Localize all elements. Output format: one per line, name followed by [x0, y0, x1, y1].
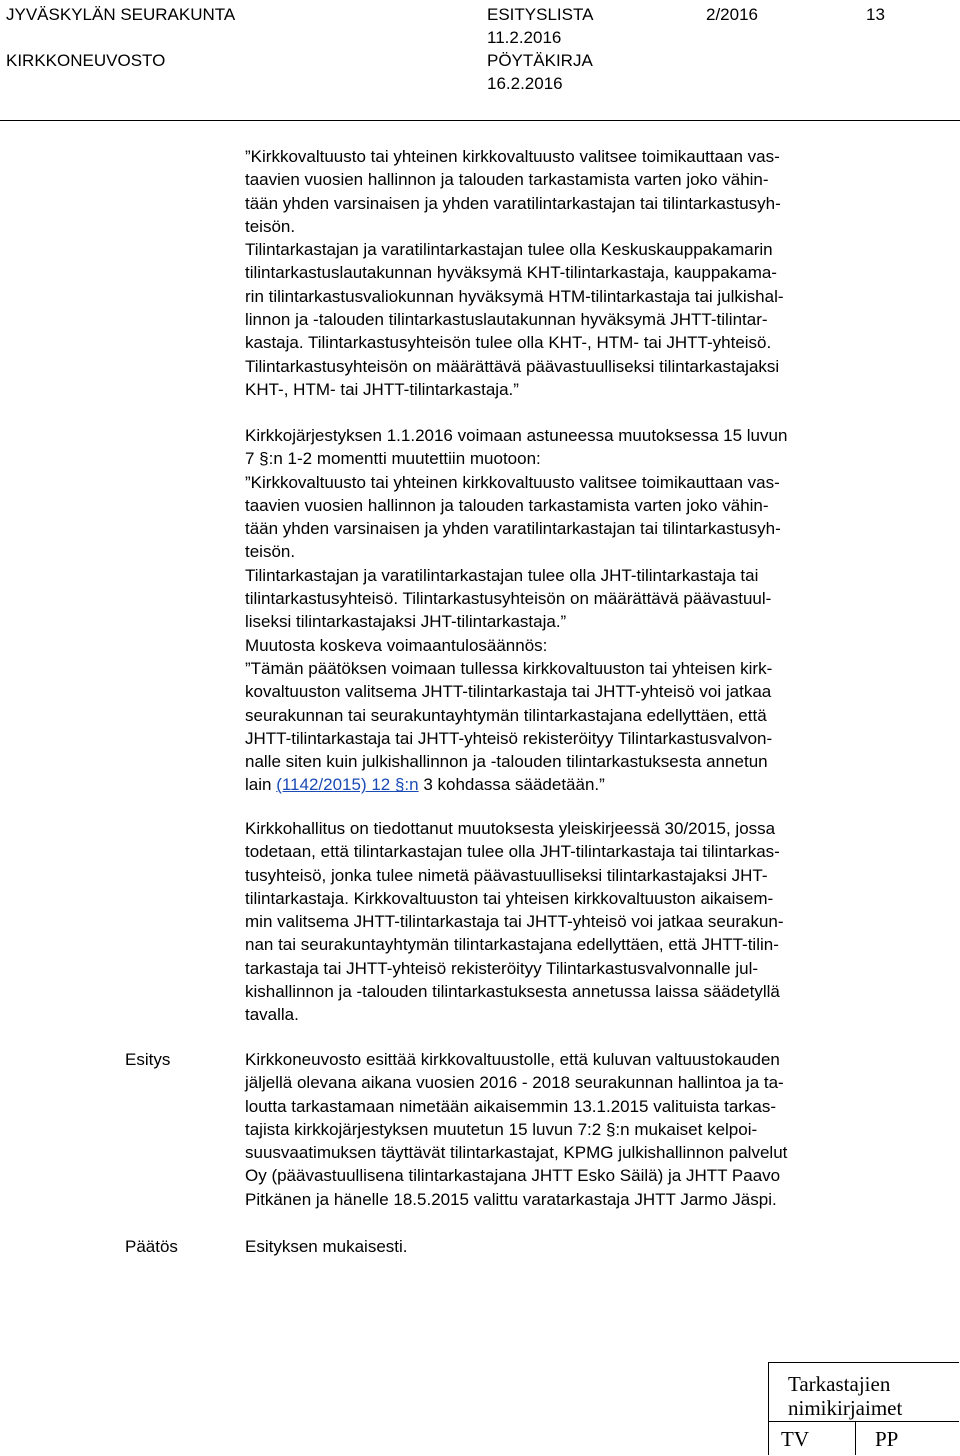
- text-line: tilintarkastusyhteisö. Tilintarkastusyhteisön on määrättävä päävastuul-: [245, 589, 772, 609]
- text-line: Tilintarkastajan ja varatilintarkastajan tulee olla Keskuskauppakamarin: [245, 240, 773, 260]
- church-order-amendment: [245, 424, 895, 797]
- page-number: 13: [866, 5, 885, 24]
- paatos-label: Päätös: [125, 1237, 178, 1256]
- signature-title: Tarkastajien: [788, 1372, 891, 1396]
- text-line: tilintarkastuslautakunnan hyväksymä KHT-tilintarkastaja, kauppakama-: [245, 263, 777, 283]
- text-line: tilintarkastaja. Kirkkovaltuuston tai yhteisen kirkkovaltuuston aikaisem-: [245, 888, 774, 908]
- church-council-circular: [245, 817, 895, 1027]
- text-line: Kirkkoneuvosto esittää kirkkovaltuustolle, että kuluvan valtuustokauden: [245, 1050, 780, 1069]
- block1-paragraph: [245, 145, 895, 401]
- text-line: tään yhden varsinaisen ja yhden varatilintarkastajan tai tilintarkastusyh-: [245, 519, 781, 539]
- esitys-label: Esitys: [125, 1050, 171, 1069]
- text-line: suusvaatimuksen täyttävät tilintarkastajat, KPMG julkishallinnon palvelut: [245, 1143, 788, 1163]
- text-line: kovaltuuston valitsema JHTT-tilintarkastaja tai JHTT-yhteisö voi jatkaa: [245, 682, 772, 702]
- quoted-old-rule: [245, 145, 895, 401]
- text-line: tavalla.: [245, 1005, 299, 1025]
- organization-name: JYVÄSKYLÄN SEURAKUNTA: [6, 5, 236, 24]
- poytakirja-label: PÖYTÄKIRJA: [487, 51, 593, 70]
- text-line: tajista kirkkojärjestyksen muutetun 15 luvun 7:2 §:n mukaiset kelpoi-: [245, 1119, 758, 1139]
- esityslista-label: ESITYSLISTA: [487, 5, 594, 24]
- esityslista-date: 11.2.2016: [487, 28, 562, 47]
- text-line: Pitkänen ja hänelle 18.5.2015 valittu varatarkastaja JHTT Jarmo Jäspi.: [245, 1189, 777, 1209]
- law-reference-link[interactable]: (1142/2015) 12 §:n: [276, 775, 419, 795]
- esitys-paragraph: [245, 1048, 895, 1211]
- text-line: JHTT-tilintarkastaja tai JHTT-yhteisö rekisteröityy Tilintarkastusvalvon-: [245, 728, 773, 748]
- block3-paragraph: [245, 817, 895, 1027]
- text-line: linnon ja -talouden tilintarkastuslautakunnan hyväksymä JHTT-tilintar-: [245, 310, 768, 330]
- signature-box-divider: [769, 1421, 959, 1422]
- block2-paragraph: [245, 424, 895, 797]
- text-line: kastaja. Tilintarkastusyhteisön tulee olla KHT-, HTM- tai JHTT-yhteisö.: [245, 333, 772, 353]
- text-line: taavien vuosien hallinnon ja talouden tarkastamista varten joko vähin-: [245, 170, 769, 190]
- text-line: rin tilintarkastusvaliokunnan hyväksymä HTM-tilintarkastaja tai julkishal-: [245, 286, 784, 306]
- text-line: Tilintarkastajan ja varatilintarkastajan tulee olla JHT-tilintarkastaja tai: [245, 565, 759, 585]
- text-line: todetaan, että tilintarkastajan tulee olla JHT-tilintarkastaja tai tilintarkas-: [245, 842, 780, 862]
- text-line: ”Kirkkovaltuusto tai yhteinen kirkkovaltuusto valitsee toimikauttaan vas-: [245, 147, 780, 166]
- text-line: Muutosta koskeva voimaantulosäännös:: [245, 635, 548, 655]
- decision-text: Esityksen mukaisesti.: [245, 1237, 408, 1256]
- text-line: Oy (päävastuullisena tilintarkastajana JHTT Esko Säilä) ja JHTT Paavo: [245, 1166, 781, 1186]
- text-line: Kirkkohallitus on tiedottanut muutoksesta yleiskirjeessä 30/2015, jossa: [245, 819, 776, 838]
- text-fragment: 3 kohdassa säädetään.”: [418, 775, 605, 795]
- text-line: seurakunnan tai seurakuntayhtymän tilintarkastajana edellyttäen, että: [245, 705, 767, 725]
- signature-subtitle: nimikirjaimet: [788, 1396, 903, 1420]
- text-line-with-link: [245, 773, 895, 796]
- text-line: 7 §:n 1-2 momentti muutettiin muotoon:: [245, 449, 541, 469]
- text-line: tusyhteisö, jonka tulee nimetä päävastuulliseksi tilintarkastajaksi JHT-: [245, 865, 768, 885]
- text-line: taavien vuosien hallinnon ja talouden tarkastamista varten joko vähin-: [245, 495, 769, 515]
- text-fragment: lain: [245, 775, 277, 795]
- signature-initials-pp: PP: [875, 1427, 899, 1451]
- text-line: tarkastaja tai JHTT-yhteisö rekisteröityy Tilintarkastusvalvonnalle jul-: [245, 958, 759, 978]
- header-divider: [0, 120, 960, 121]
- signature-box-column-divider: [855, 1421, 856, 1455]
- issue-number: 2/2016: [706, 5, 758, 24]
- text-line: loutta tarkastamaan nimetään aikaisemmin 13.1.2015 valituista tarkas-: [245, 1096, 777, 1116]
- text-line: tään yhden varsinaisen ja yhden varatilintarkastajan tai tilintarkastusyh-: [245, 193, 781, 213]
- text-line: jäljellä olevana aikana vuosien 2016 - 2018 seurakunnan hallintoa ja ta-: [245, 1073, 784, 1093]
- text-line: min valitsema JHTT-tilintarkastaja tai JHTT-yhteisö voi jatkaa seurakun-: [245, 912, 784, 932]
- text-line: kishallinnon ja -talouden tilintarkastuksesta annetussa laissa säädetyllä: [245, 982, 780, 1002]
- text-line: ”Tämän päätöksen voimaan tullessa kirkkovaltuuston tai yhteisen kirk-: [245, 658, 773, 678]
- text-line: ”Kirkkovaltuusto tai yhteinen kirkkovaltuusto valitsee toimikauttaan vas-: [245, 472, 780, 492]
- text-line: Kirkkojärjestyksen 1.1.2016 voimaan astuneessa muutoksessa 15 luvun: [245, 426, 788, 445]
- body-name: KIRKKONEUVOSTO: [6, 51, 166, 70]
- text-line: liseksi tilintarkastajaksi JHT-tilintarkastaja.”: [245, 612, 567, 632]
- signature-initials-tv: TV: [781, 1427, 809, 1451]
- proposal-text: [245, 1048, 895, 1211]
- text-line: KHT-, HTM- tai JHTT-tilintarkastaja.”: [245, 379, 519, 399]
- text-line: nan tai seurakuntayhtymän tilintarkastajana edellyttäen, että JHTT-tilin-: [245, 935, 779, 955]
- text-line: teisön.: [245, 216, 296, 236]
- text-line: teisön.: [245, 542, 296, 562]
- text-line: nalle siten kuin julkishallinnon ja -talouden tilintarkastuksesta annetun: [245, 752, 768, 772]
- poytakirja-date: 16.2.2016: [487, 74, 563, 93]
- text-line: Tilintarkastusyhteisön on määrättävä päävastuulliseksi tilintarkastajaksi: [245, 356, 780, 376]
